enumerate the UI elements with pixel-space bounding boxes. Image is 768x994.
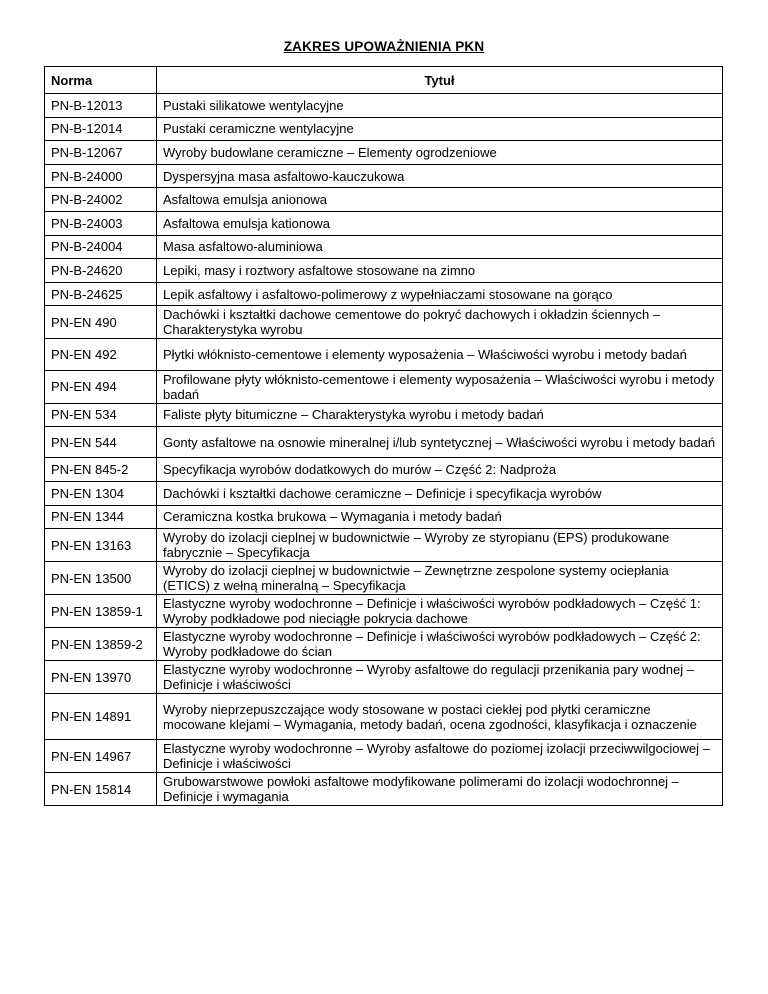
norm-code: PN-EN 13970 <box>45 661 157 694</box>
norm-title: Wyroby do izolacji cieplnej w budownictwie – Wyroby ze styropianu (EPS) produkowane fabrycznie – Specyfikacja <box>157 529 723 562</box>
column-header-tytul: Tytuł <box>157 67 723 94</box>
norm-code: PN-B-24000 <box>45 164 157 188</box>
norm-code: PN-B-12067 <box>45 141 157 165</box>
norm-code: PN-EN 15814 <box>45 773 157 806</box>
table-row <box>45 94 723 118</box>
table-row <box>45 164 723 188</box>
norm-title: Asfaltowa emulsja anionowa <box>157 188 723 212</box>
norm-code: PN-EN 13859-1 <box>45 595 157 628</box>
table-row <box>45 370 723 403</box>
norm-title: Pustaki ceramiczne wentylacyjne <box>157 117 723 141</box>
norm-title: Elastyczne wyroby wodochronne – Definicje i właściwości wyrobów podkładowych – Część 1: Wyroby podkładowe pod nieciągłe pokrycia dachowe <box>157 595 723 628</box>
table-row <box>45 595 723 628</box>
norm-title: Elastyczne wyroby wodochronne – Wyroby asfaltowe do poziomej izolacji przeciwwilgociowej – Definicje i właściwości <box>157 740 723 773</box>
norm-code: PN-EN 544 <box>45 427 157 458</box>
table-row <box>45 529 723 562</box>
table-row <box>45 694 723 740</box>
norm-title: Dachówki i kształtki dachowe ceramiczne – Definicje i specyfikacja wyrobów <box>157 481 723 505</box>
table-row <box>45 211 723 235</box>
document-title: ZAKRES UPOWAŻNIENIA PKN <box>283 39 485 54</box>
norm-title: Specyfikacja wyrobów dodatkowych do murów – Część 2: Nadproża <box>157 458 723 482</box>
norm-title: Pustaki silikatowe wentylacyjne <box>157 94 723 118</box>
table-row <box>45 403 723 427</box>
norm-code: PN-EN 14891 <box>45 694 157 740</box>
norm-code: PN-EN 845-2 <box>45 458 157 482</box>
norms-table <box>44 66 723 806</box>
norm-title: Płytki włóknisto-cementowe i elementy wyposażenia – Właściwości wyrobu i metody badań <box>157 339 723 370</box>
norm-title: Wyroby do izolacji cieplnej w budownictwie – Zewnętrzne zespolone systemy ociepłania (ETICS) z wełną mineralną – Specyfikacja <box>157 562 723 595</box>
norm-title: Lepik asfaltowy i asfaltowo-polimerowy z wypełniaczami stosowane na gorąco <box>157 282 723 306</box>
norm-code: PN-B-24004 <box>45 235 157 259</box>
table-row <box>45 562 723 595</box>
norm-title: Masa asfaltowo-aluminiowa <box>157 235 723 259</box>
table-row <box>45 773 723 806</box>
norm-code: PN-EN 1304 <box>45 481 157 505</box>
norm-code: PN-B-12013 <box>45 94 157 118</box>
column-header-norma: Norma <box>45 67 157 94</box>
norm-title: Wyroby nieprzepuszczające wody stosowane w postaci ciekłej pod płytki ceramiczne mocowane klejami – Wymagania, metody badań, ocena zgodności, klasyfikacja i oznaczenie <box>157 694 723 740</box>
table-row <box>45 339 723 370</box>
table-row <box>45 259 723 283</box>
table-row <box>45 481 723 505</box>
table-header-row <box>45 67 723 94</box>
norm-code: PN-EN 492 <box>45 339 157 370</box>
norm-title: Dyspersyjna masa asfaltowo-kauczukowa <box>157 164 723 188</box>
norm-code: PN-EN 494 <box>45 370 157 403</box>
table-row <box>45 141 723 165</box>
table-row <box>45 740 723 773</box>
norm-title: Grubowarstwowe powłoki asfaltowe modyfikowane polimerami do izolacji wodochronnej – Definicje i wymagania <box>157 773 723 806</box>
norm-title: Lepiki, masy i roztwory asfaltowe stosowane na zimno <box>157 259 723 283</box>
table-row <box>45 188 723 212</box>
norm-title: Wyroby budowlane ceramiczne – Elementy ogrodzeniowe <box>157 141 723 165</box>
norm-title: Profilowane płyty włóknisto-cementowe i elementy wyposażenia – Właściwości wyrobu i metody badań <box>157 370 723 403</box>
norm-code: PN-EN 1344 <box>45 505 157 529</box>
norm-title: Elastyczne wyroby wodochronne – Definicje i właściwości wyrobów podkładowych – Część 2: Wyroby podkładowe do ścian <box>157 628 723 661</box>
table-row <box>45 458 723 482</box>
norm-code: PN-B-24002 <box>45 188 157 212</box>
norm-title: Gonty asfaltowe na osnowie mineralnej i/lub syntetycznej – Właściwości wyrobu i metody badań <box>157 427 723 458</box>
table-row <box>45 117 723 141</box>
table-row <box>45 235 723 259</box>
table-row <box>45 306 723 339</box>
table-row <box>45 282 723 306</box>
norm-code: PN-B-12014 <box>45 117 157 141</box>
norm-code: PN-EN 14967 <box>45 740 157 773</box>
table-row <box>45 505 723 529</box>
norm-code: PN-EN 13859-2 <box>45 628 157 661</box>
norm-title: Asfaltowa emulsja kationowa <box>157 211 723 235</box>
norm-code: PN-EN 13163 <box>45 529 157 562</box>
norm-code: PN-B-24003 <box>45 211 157 235</box>
norm-code: PN-EN 534 <box>45 403 157 427</box>
table-row <box>45 628 723 661</box>
norm-title: Dachówki i kształtki dachowe cementowe do pokryć dachowych i okładzin ściennych – Charakterystyka wyrobu <box>157 306 723 339</box>
table-row <box>45 427 723 458</box>
norm-code: PN-B-24625 <box>45 282 157 306</box>
norm-title: Faliste płyty bitumiczne – Charakterystyka wyrobu i metody badań <box>157 403 723 427</box>
table-row <box>45 661 723 694</box>
norm-code: PN-B-24620 <box>45 259 157 283</box>
norm-code: PN-EN 13500 <box>45 562 157 595</box>
norm-code: PN-EN 490 <box>45 306 157 339</box>
norm-title: Ceramiczna kostka brukowa – Wymagania i metody badań <box>157 505 723 529</box>
norm-title: Elastyczne wyroby wodochronne – Wyroby asfaltowe do regulacji przenikania pary wodnej – Definicje i właściwości <box>157 661 723 694</box>
